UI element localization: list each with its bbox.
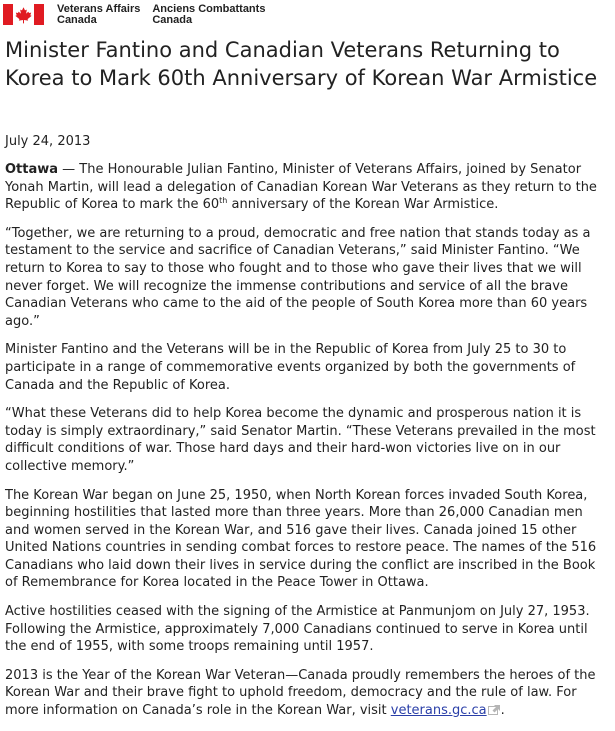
publication-date: July 24, 2013 [5, 134, 91, 149]
ordinal-superscript: th [219, 196, 228, 206]
canada-flag-icon [3, 4, 44, 25]
paragraph-1-text-b: anniversary of the Korean War Armistice. [227, 197, 499, 213]
paragraph-4: “What these Veterans did to help Korea become the dynamic and prosperous nation it is today is simply extraordinary,” said Senator Martin. “These Veterans prevailed in the most difficult conditions of war. Those hard days and their hard-won victories live on in our collective memory.” [5, 406, 596, 474]
dateline: Ottawa [5, 162, 59, 177]
paragraph-3: Minister Fantino and the Veterans will be in the Republic of Korea from July 25 to 30 to participate in a range of commemorative events organized by both the governments of Canada and the Republic of Korea. [5, 342, 576, 393]
department-name-english-line2: Canada [57, 14, 97, 26]
department-name-french [152, 4, 265, 26]
veterans-site-link[interactable]: veterans.gc.ca [390, 703, 487, 719]
paragraph-5: The Korean War began on June 25, 1950, when North Korean forces invaded South Korea, beginning hostilities that lasted more than three years. More than 26,000 Canadian men and women served in the Korean War, and 516 gave their lives. Canada joined 15 other United Nations countries in sending combat forces to restore peace. The names of the 516 Canadians who laid down their lives in service during the conflict are inscribed in the Book of Remembrance for Korea located in the Peace Tower in Ottawa. [5, 487, 597, 591]
paragraph-7-text: 2013 is the Year of the Korean War Veteran—Canada proudly remembers the heroes of the Korean War and their brave fight to uphold freedom, democracy and the rule of law. For more information on Canada’s role in the Korean War, visit [5, 667, 596, 719]
paragraph-2: “Together, we are returning to a proud, democratic and free nation that stands today as a testament to the service and sacrifice of Canadian Veterans,” said Minister Fantino. “We return to Korea to say to those who fought and to those who gave their lives that we will never forget. We will recognize the immense contributions and service of all the brave Canadian Veterans who came to the aid of the people of South Korea more than 60 years ago.” [5, 225, 591, 329]
department-name-english-line1: Veterans Affairs [57, 3, 141, 15]
paragraph-1 [5, 161, 610, 214]
paragraph-7-end: . [500, 703, 505, 719]
department-name-english [57, 4, 140, 26]
paragraph-7 [5, 667, 610, 720]
external-link-icon[interactable] [488, 704, 501, 715]
department-name-french-line1: Anciens Combattants [152, 3, 266, 15]
page-title: Minister Fantino and Canadian Veterans Returning to Korea to Mark 60th Anniversary of Korean War Armistice [5, 38, 598, 90]
paragraph-1-text-a: — The Honourable Julian Fantino, Minister of Veterans Affairs, joined by Senator Yonah Martin, will lead a delegation of Canadian Korean War Veterans as they return to the Republic of Korea to mark the 60 [5, 162, 597, 213]
paragraph-6: Active hostilities ceased with the signing of the Armistice at Panmunjom on July 27, 1953. Following the Armistice, approximately 7,000 Canadians continued to serve in Korea until the end of 1955, with some troops remaining until 1957. [5, 604, 590, 655]
department-name-french-line2: Canada [152, 14, 193, 26]
article-body [5, 161, 610, 731]
page-header [3, 4, 265, 30]
